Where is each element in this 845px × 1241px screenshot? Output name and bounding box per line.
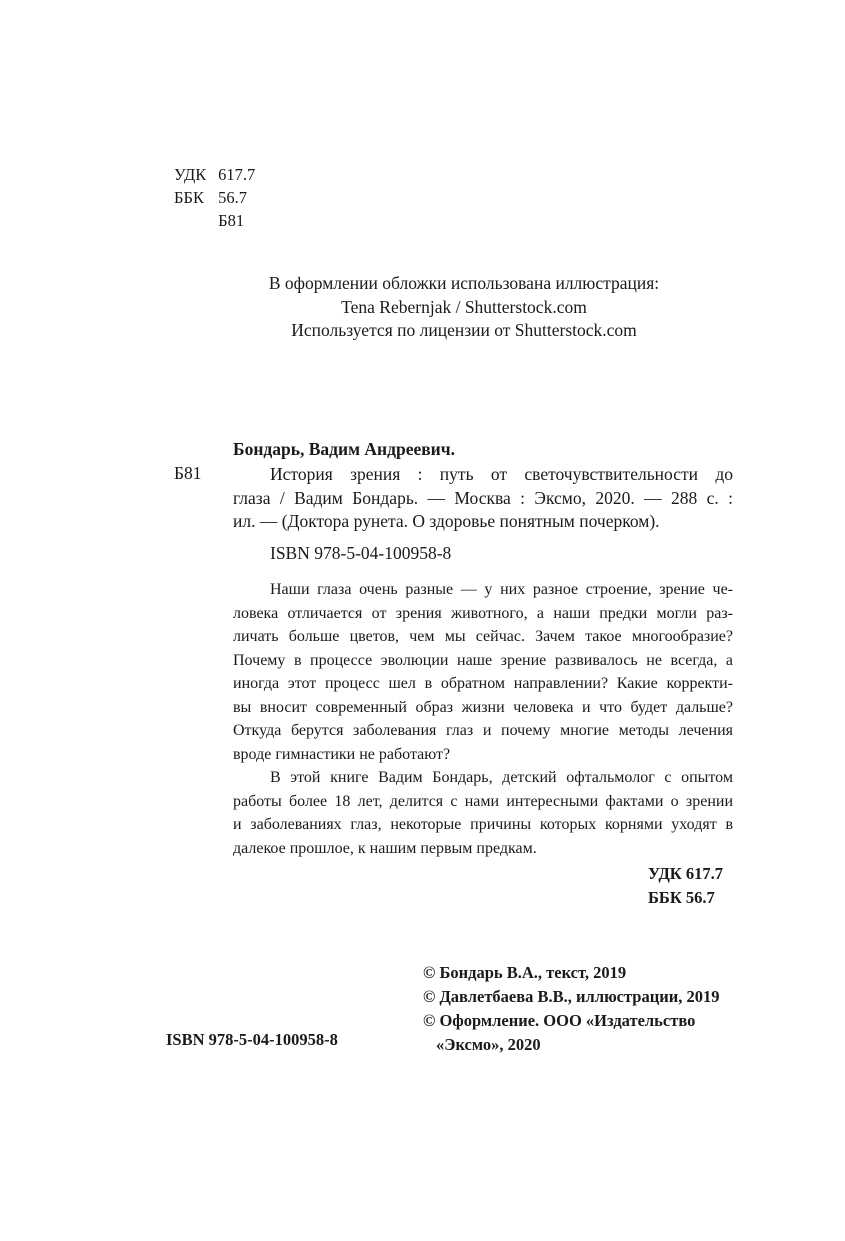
author-heading: Бондарь, Вадим Андреевич. xyxy=(233,439,456,459)
bottom-bbk: ББК 56.7 xyxy=(648,888,715,907)
annotation-line: ловека отличается от зрения животного, а наши предки могли раз- xyxy=(233,604,733,622)
annotation-line: вроде гимнастики не работают? xyxy=(233,745,451,763)
author-mark: Б81 xyxy=(218,211,245,230)
bottom-isbn: ISBN 978-5-04-100958-8 xyxy=(166,1030,338,1049)
record-author-mark: Б81 xyxy=(174,463,202,483)
annotation-line: вы вносит современный образ жизни человека и что будет дальше? xyxy=(233,698,733,716)
author-mark-row xyxy=(174,209,255,232)
udk-row xyxy=(174,163,255,186)
bib-line-1: История зрения : путь от светочувствительности до xyxy=(270,464,733,484)
annotation xyxy=(233,578,733,860)
cover-credit-line-2: Tena Rebernjak / Shutterstock.com xyxy=(341,296,587,317)
bottom-udk: УДК 617.7 xyxy=(648,864,724,883)
annotation-line: Почему в процессе эволюции наше зрение развивалось не всегда, а xyxy=(233,651,733,669)
bottom-classification xyxy=(648,862,723,910)
annotation-line: личать больше цветов, чем мы сейчас. Зачем такое многообразие? xyxy=(233,628,733,645)
copyright-line-2: © Давлетбаева В.В., иллюстрации, 2019 xyxy=(423,987,720,1006)
bib-line-2: глаза / Вадим Бондарь. — Москва : Эксмо, 2020. — 288 с. : xyxy=(233,487,733,508)
bbk-row xyxy=(174,186,255,209)
copyright-line-4: «Эксмо», 2020 xyxy=(436,1035,541,1054)
bbk-value: 56.7 xyxy=(218,188,247,207)
bib-line-3: ил. — (Доктора рунета. О здоровье понятным почерком). xyxy=(233,511,660,531)
annotation-line: далекое прошлое, к нашим первым предкам. xyxy=(233,839,537,857)
bbk-label: ББК xyxy=(174,188,204,207)
copyright-line-1: © Бондарь В.А., текст, 2019 xyxy=(423,963,627,982)
udk-value: 617.7 xyxy=(218,165,256,184)
cover-credit xyxy=(174,272,754,343)
annotation-line: работы более 18 лет, делится с нами интересными фактами о зрении xyxy=(233,792,733,810)
record-isbn: ISBN 978-5-04-100958-8 xyxy=(270,543,452,563)
annotation-line: В этой книге Вадим Бондарь, детский офтальмолог с опытом xyxy=(270,769,733,786)
bibliographic-description xyxy=(233,463,733,534)
udk-label: УДК xyxy=(174,165,207,184)
cover-credit-line-1: В оформлении обложки использована иллюстрация: xyxy=(268,273,660,293)
copyright-block xyxy=(423,961,720,1057)
classification-block xyxy=(174,163,255,232)
annotation-line: Наши глаза очень разные — у них разное строение, зрение че- xyxy=(270,581,733,598)
annotation-line: Откуда берутся заболевания глаз и почему многие методы лечения xyxy=(233,722,733,739)
cover-credit-line-3: Используется по лицензии от Shutterstock.com xyxy=(291,320,637,340)
copyright-line-3: © Оформление. ООО «Издательство xyxy=(423,1011,696,1030)
annotation-line: иногда этот процесс шел в обратном направлении? Какие корректи- xyxy=(233,675,733,692)
annotation-line: и заболеваниях глаз, некоторые причины которых корнями уходят в xyxy=(233,816,733,833)
